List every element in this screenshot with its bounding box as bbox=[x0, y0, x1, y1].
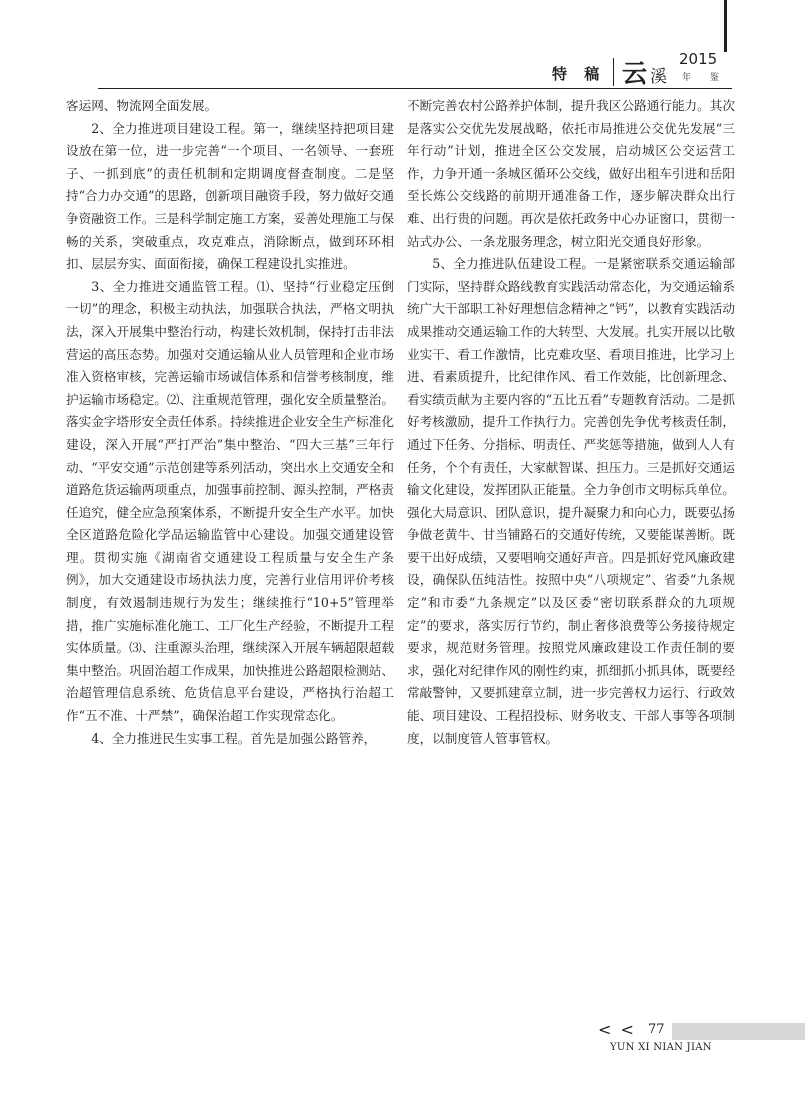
right-text-column bbox=[407, 95, 735, 750]
paragraph: 不断完善农村公路养护体制，提升我区公路通行能力。其次是落实公交优先发展战略，依托市局推进公交优先发展“三年行动”计划，推进全区公交发展，启动城区公交运营工作，力争开通一条城区循环公交线，做好出租车引进和岳阳至长炼公交线路的前期开通准备工作，逐步解决群众出行难、出行贵的问题。再次是依托政务中心办证窗口，贯彻一站式办公、一条龙服务理念，树立阳光交通良好形象。 bbox=[407, 98, 735, 249]
left-text-column bbox=[66, 95, 394, 750]
yearbook-label: 年 鉴 bbox=[682, 73, 727, 83]
yunxi-logo bbox=[622, 54, 668, 90]
paragraph: 5、全力推进队伍建设工程。一是紧密联系交通运输部门实际，坚持群众路线教育实践活动常态化，为交通运输系统广大干部职工补好理想信念精神之“钙”，以教育实践活动成果推动交通运输工作的大转型、大发展。扎实开展以比敬业实干、看工作激情，比克难攻坚、看项目推进，比学习上进、看素质提升，比纪律作风、看工作效能，比创新理念、看实绩贡献为主要内容的“五比五看”专题教育活动。二是抓好考核激励，提升工作执行力。完善创先争优考核责任制，通过下任务、分指标、明责任、严奖惩等措施，做到人人有任务，个个有责任，大家献智谋、担压力。三是抓好交通运输文化建设，发挥团队正能量。全力争创市文明标兵单位。强化大局意识、团队意识，提升凝聚力和向心力，既要弘扬争做老黄牛、甘当铺路石的交通好传统，又要能谋善断。既要干出好成绩，又要唱响交通好声音。四是抓好党风廉政建设，确保队伍纯洁性。按照中央“八项规定”、省委“九条规定”和市委“九条规定”以及区委“密切联系群众的九项规定”的要求，落实厉行节约，制止奢侈浪费等公务接待规定要求，规范财务管理。按照党风廉政建设工作责任制的要求，强化对纪律作风的刚性约束，抓细抓小抓具体，既要经常敲警钟，又要抓建章立制，进一步完善权力运行、行政效能、项目建设、工程招投标、财务收支、干部人事等各项制度，以制度管人管事管权。 bbox=[407, 256, 735, 746]
logo-main-char: 云 bbox=[622, 59, 649, 88]
footer-arrows-icon: < < bbox=[598, 1020, 636, 1039]
paragraph: 2、全力推进项目建设工程。第一，继续坚持把项目建设放在第一位，进一步完善“一个项目、一名领导、一套班子、一抓到底”的责任机制和定期调度督查制度。二是坚持“合力办交通”的思路，创新项目融资手段，努力做好交通争资融资工作。三是科学制定施工方案，妥善处理施工与保畅的关系，突破重点，攻克难点，消除断点，做到环环相扣、层层夯实、面面衔接，确保工程建设扎实推进。 bbox=[66, 120, 394, 272]
paragraph: 3、全力推进交通监管工程。⑴、坚持“行业稳定压倒一切”的理念，积极主动执法，加强联合执法，严格文明执法，深入开展集中整治行动，构建长效机制，保持打击非法营运的高压态势。加强对交通运输从业人员管理和企业市场准入资格审核，完善运输市场诚信体系和信誉考核制度，维护运输市场稳定。⑵、注重规范管理，强化安全质量整治。落实金字塔形安全责任体系。持续推进企业安全生产标准化建设，深入开展“严打严治”集中整治、“四大三基”三年行动、“平安交通”示范创建等系列活动，突出水上交通安全和道路危货运输两项重点，加强事前控制、源头控制，严格责任追究，健全应急预案体系，不断提升安全生产水平。加快全区道路危险化学品运输监管中心建设。加强交通建设管理。贯彻实施《湖南省交通建设工程质量与安全生产条例》，加大交通建设市场执法力度，完善行业信用评价考核制度，有效遏制违规行为发生；继续推行“10+5”管理举措，推广实施标准化施工、工厂化生产经验，不断提升工程实体质量。⑶、注重源头治理，继续深入开展车辆超限超载集中整治。巩固治超工作成果，加快推进公路超限检测站、治超管理信息系统、危货信息平台建设，严格执行治超工作“五不准、十严禁”，确保治超工作实现常态化。 bbox=[66, 278, 394, 724]
footer-gray-band bbox=[672, 1023, 805, 1040]
paragraph: 客运网、物流网全面发展。 bbox=[66, 98, 218, 113]
header-vertical-bar bbox=[724, 0, 727, 52]
footer-pinyin-title: YUN XI NIAN JIAN bbox=[610, 1042, 712, 1053]
header-rule bbox=[98, 88, 732, 89]
section-label: 特 稿 bbox=[552, 65, 606, 83]
yearbook-year: 2015 bbox=[679, 50, 718, 68]
header-separator bbox=[613, 58, 614, 86]
paragraph: 4、全力推进民生实事工程。首先是加强公路管养， bbox=[91, 730, 377, 746]
logo-sub-char: 溪 bbox=[650, 67, 669, 87]
page-number: 77 bbox=[648, 1022, 665, 1037]
